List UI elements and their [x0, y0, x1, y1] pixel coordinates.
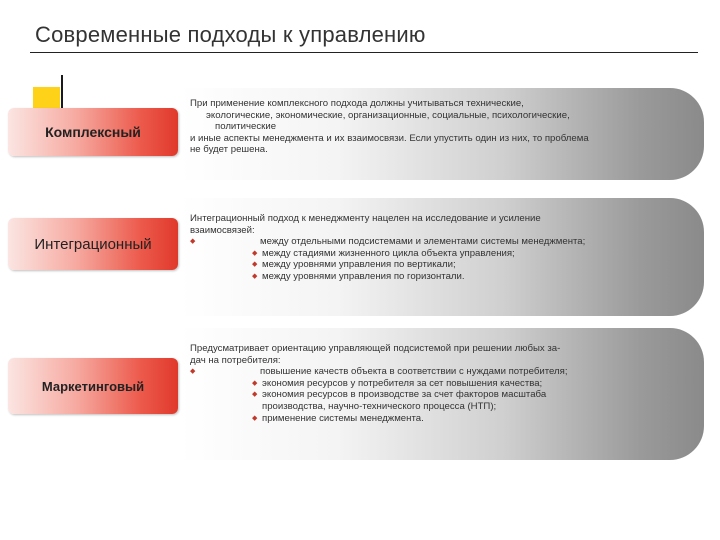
list-item	[190, 271, 696, 283]
list-item-text: между уровнями управления по вертикали;	[262, 259, 456, 271]
list-item-text: экономия ресурсов в производстве за счет факторов масштаба	[262, 389, 547, 401]
approach-row-integration	[0, 198, 720, 316]
list-item	[190, 413, 696, 425]
bullet-diamond-icon: ◆	[252, 261, 258, 269]
approach-label: Маркетинговый	[41, 378, 145, 394]
bullet-diamond-icon: ◆	[252, 391, 258, 399]
list-item-text: применение системы менеджмента.	[262, 412, 424, 424]
list-item	[190, 378, 696, 390]
text-line: Предусматривает ориентацию управляющей подсистемой при решении любых за-	[190, 343, 561, 354]
approach-label: Интеграционный	[34, 235, 152, 253]
list-item	[190, 248, 696, 260]
text-line: экологические, экономические, организационные, социальные, психологические,	[206, 109, 570, 121]
title-underline	[30, 52, 698, 53]
list-item	[190, 236, 696, 248]
list-item	[190, 259, 696, 271]
bullet-diamond-icon: ◆	[252, 414, 258, 422]
description-text	[190, 98, 696, 156]
text-line: Интеграционный подход к менеджменту нацелен на исследование и усиление	[190, 213, 541, 224]
list-item-text: экономия ресурсов у потребителя за сет повышения качества;	[262, 377, 543, 389]
description-text	[190, 213, 696, 283]
description-text	[190, 343, 696, 424]
list-item-text: между отдельными подсистемами и элементами системы менеджмента;	[260, 236, 586, 248]
bullet-diamond-icon: ◆	[252, 249, 258, 257]
bullet-diamond-icon: ◆	[252, 272, 258, 280]
text-line: дач на потребителя:	[190, 354, 281, 366]
text-line: При применение комплексного подхода должны учитываться технические,	[190, 98, 524, 109]
text-line: и иные аспекты менеджмента и их взаимосвязи. Если упустить один из них, то проблема	[190, 132, 589, 144]
bullet-diamond-icon: ◆	[190, 238, 196, 246]
list-item-text: повышение качеств объекта в соответствии с нуждами потребителя;	[260, 366, 568, 378]
text-line: политические	[215, 121, 277, 133]
text-line: не будет решена.	[190, 144, 268, 156]
list-item-text: между уровнями управления по горизонтали.	[262, 270, 465, 282]
approach-row-complex	[0, 88, 720, 180]
bullet-diamond-icon: ◆	[252, 379, 258, 387]
list-item	[190, 389, 696, 401]
approach-row-marketing	[0, 328, 720, 460]
approach-label: Комплексный	[45, 124, 141, 140]
list-item-text: между стадиями жизненного цикла объекта управления;	[262, 247, 515, 259]
list-item	[190, 366, 696, 378]
page-title: Современные подходы к управлению	[35, 22, 426, 47]
list-item-continuation: производства, научно-технического процесса (НТП);	[262, 400, 497, 412]
approach-label-box	[8, 108, 178, 156]
text-line: взаимосвязей:	[190, 224, 255, 236]
approach-label-box	[8, 218, 178, 270]
bullet-diamond-icon: ◆	[190, 368, 196, 376]
approach-label-box	[8, 358, 178, 414]
